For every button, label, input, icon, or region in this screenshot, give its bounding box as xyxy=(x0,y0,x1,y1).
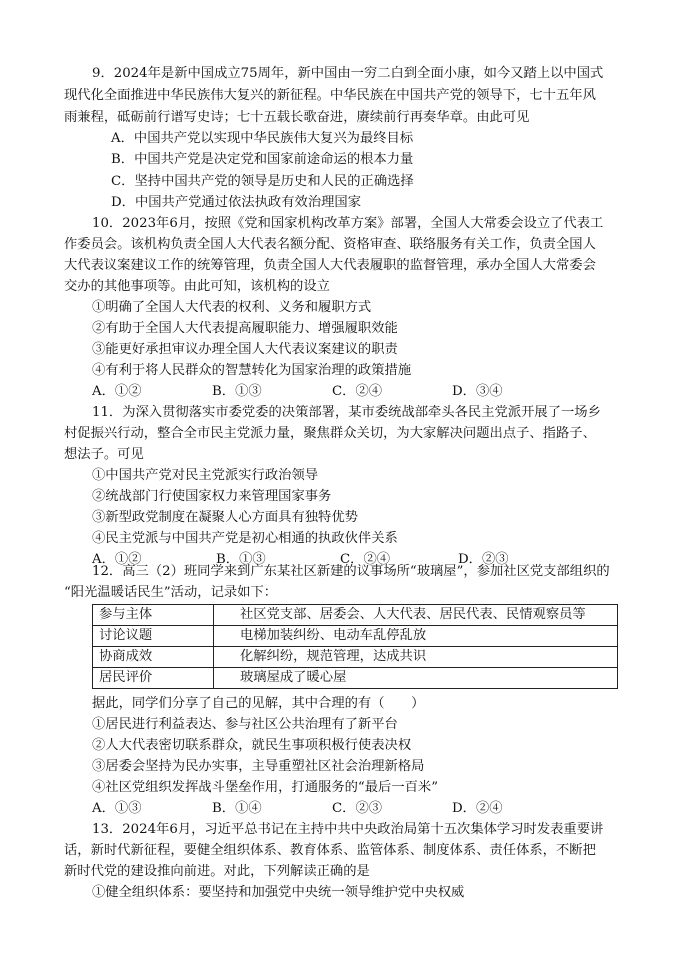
q12-option-a: A．①③ xyxy=(92,801,142,816)
q9-option-b: B．中国共产党是决定党和国家前途命运的根本力量 xyxy=(111,152,414,167)
table-row xyxy=(93,647,618,668)
q11-stem-line-3: 想法子。可见 xyxy=(64,447,144,462)
q12-option-d: D．②④ xyxy=(452,801,503,816)
table-row xyxy=(93,605,618,626)
q10-statement-3: ③能更好承担审议办理全国人大代表议案建议的职责 xyxy=(92,342,398,357)
q12-statement-1: ①居民进行利益表达、参与社区公共治理有了新平台 xyxy=(92,717,398,732)
table-key-cell: 讨论议题 xyxy=(93,626,214,647)
q13-stem-line-1: 13．2024年6月，习近平总书记在主持中共中央政治局第十五次集体学习时发表重要讲 xyxy=(92,822,604,837)
q10-option-b: B．①③ xyxy=(212,384,262,399)
q12-option-c: C．②③ xyxy=(332,801,383,816)
table-key-cell: 协商成效 xyxy=(93,647,214,668)
q9-option-d: D．中国共产党通过依法执政有效治理国家 xyxy=(111,195,362,210)
q9-stem-line-3: 雨兼程，砥砺前行谱写史诗；七十五载长歌奋进，赓续前行再奏华章。由此可见 xyxy=(64,110,530,125)
table-row xyxy=(93,626,618,647)
q11-statement-2: ②统战部门行使国家权力来管理国家事务 xyxy=(92,489,332,504)
q10-stem-line-1: 10．2023年6月，按照《党和国家机构改革方案》部署，全国人大常委会设立了代表工 xyxy=(92,216,604,231)
q11-statement-1: ①中国共产党对民主党派实行政治领导 xyxy=(92,468,319,483)
table-row xyxy=(93,668,618,689)
table-key-cell: 参与主体 xyxy=(93,605,214,626)
q10-statement-2: ②有助于全国人大代表提高履职能力、增强履职效能 xyxy=(92,321,398,336)
q11-option-b: B．①③ xyxy=(216,552,266,567)
q11-stem-line-1: 11．为深入贯彻落实市委党委的决策部署，某市委统战部牵头各民主党派开展了一场乡 xyxy=(92,405,601,420)
q11-option-c: C．②④ xyxy=(340,552,391,567)
q9-stem-line-2: 现代化全面推进中华民族伟大复兴的新征程。中华民族在中国共产党的领导下，七十五年风 xyxy=(64,88,596,103)
q9-stem-line-1: 9．2024年是新中国成立75周年，新中国由一穷二白到全面小康，如今又踏上以中国式 xyxy=(92,66,604,81)
q13-stem-line-3: 新时代党的建设推向前进。对此，下列解读正确的是 xyxy=(64,864,370,879)
q12-statement-4: ④社区党组织发挥战斗堡垒作用，打通服务的“最后一百米” xyxy=(92,780,439,795)
q10-stem-line-2: 作委员会。该机构负责全国人大代表名额分配、资格审查、联络服务有关工作，负责全国人 xyxy=(64,237,596,252)
table-value-cell: 社区党支部、居委会、人大代表、居民代表、民情观察员等 xyxy=(214,605,618,626)
table-value-cell: 玻璃屋成了暖心屋 xyxy=(214,668,618,689)
q10-statement-1: ①明确了全国人大代表的权利、义务和履职方式 xyxy=(92,300,372,315)
q10-stem-line-4: 交办的其他事项等。由此可知，该机构的设立 xyxy=(64,279,330,294)
q9-option-c: C．坚持中国共产党的领导是历史和人民的正确选择 xyxy=(111,174,414,189)
q10-option-a: A．①② xyxy=(92,384,142,399)
q12-stem-line-1: 12．高三（2）班同学来到广东某社区新建的议事场所“玻璃屋”，参加社区党支部组织的 xyxy=(92,564,610,579)
table-value-cell: 电梯加装纠纷、电动车乱停乱放 xyxy=(214,626,618,647)
q9-option-a: A．中国共产党以实现中华民族伟大复兴为最终目标 xyxy=(111,131,414,146)
q12-statement-3: ③居委会坚持为民办实事，主导重塑社区社会治理新格局 xyxy=(92,759,425,774)
q11-statement-4: ④民主党派与中国共产党是初心相通的执政伙伴关系 xyxy=(92,531,398,546)
q13-statement-1: ①健全组织体系：要坚持和加强党中央统一领导维护党中央权威 xyxy=(92,885,465,900)
q10-option-c: C．②④ xyxy=(332,384,383,399)
q12-after-table: 据此，同学们分享了自己的见解，其中合理的有（ ） xyxy=(92,696,425,711)
q10-statement-4: ④有利于将人民群众的智慧转化为国家治理的政策措施 xyxy=(92,363,412,378)
activity-record-table xyxy=(92,604,618,689)
table-key-cell: 居民评价 xyxy=(93,668,214,689)
q12-stem-line-2: “阳光温暖话民生”活动，记录如下： xyxy=(64,585,278,600)
q11-option-a: A．①② xyxy=(92,552,142,567)
q11-statement-3: ③新型政党制度在凝聚人心方面具有独特优势 xyxy=(92,510,358,525)
q12-statement-2: ②人大代表密切联系群众，就民生事项积极行使表决权 xyxy=(92,738,412,753)
table-value-cell: 化解纠纷，规范管理，达成共识 xyxy=(214,647,618,668)
q10-option-d: D．③④ xyxy=(452,384,503,399)
q11-option-d: D．②③ xyxy=(458,552,509,567)
q10-stem-line-3: 大代表议案建议工作的统筹管理，负责全国人大代表履职的监督管理，承办全国人大常委会 xyxy=(64,258,596,273)
q11-stem-line-2: 村促振兴行动，整合全市民主党派力量，聚焦群众关切，为大家解决问题出点子、指路子、 xyxy=(64,426,596,441)
q13-stem-line-2: 话，新时代新征程，要健全组织体系、教育体系、监管体系、制度体系、责任体系，不断把 xyxy=(64,843,596,858)
q12-option-b: B．①④ xyxy=(212,801,262,816)
